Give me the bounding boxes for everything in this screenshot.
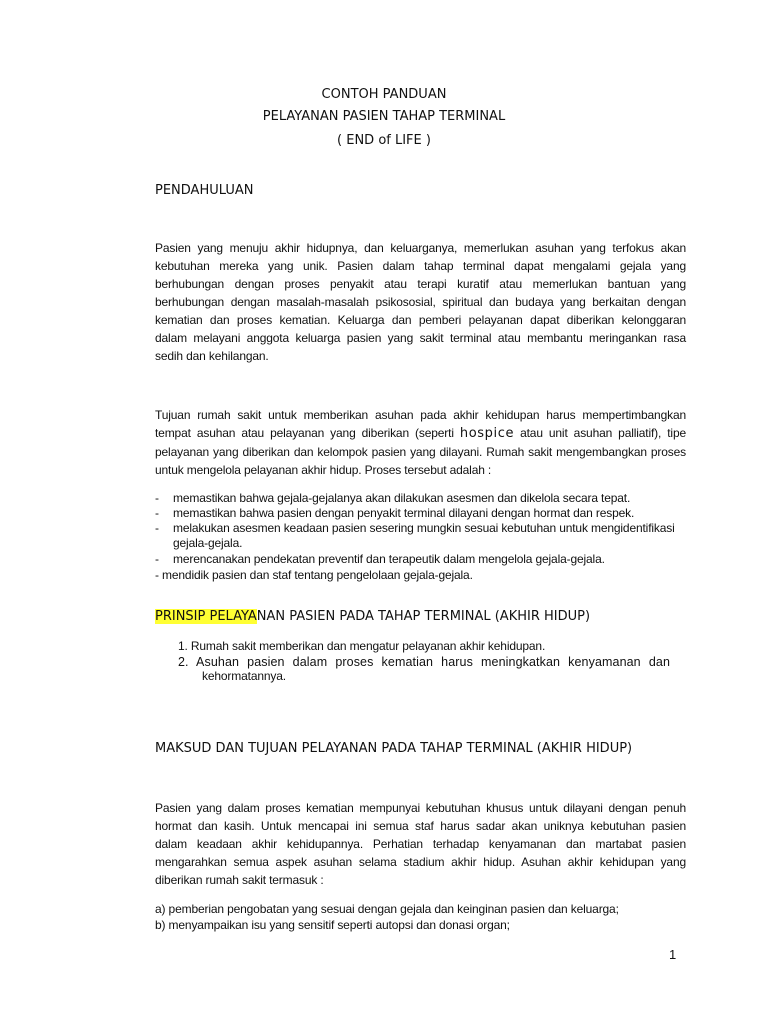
- paragraph-tujuan: [155, 406, 686, 479]
- bullet-dash: -: [155, 552, 159, 566]
- paragraph-line: sedih dan kehilangan.: [155, 349, 269, 363]
- line-text: atau unit asuhan palliatif), tipe: [514, 426, 686, 440]
- paragraph-line: berhubungan dengan masalah-masalah psikososial, spiritual dan budaya yang berkaitan dengan: [155, 295, 686, 309]
- bullet-item: - mendidik pasien dan staf tentang pengelolaan gejala-gejala.: [155, 568, 473, 582]
- paragraph-line: untuk mengelola pelayanan akhir hidup. Proses tersebut adalah :: [155, 463, 492, 477]
- bullet-item: [155, 521, 675, 536]
- bullet-text: memastikan bahwa pasien dengan penyakit terminal dilayani dengan hormat dan respek.: [173, 506, 635, 520]
- bullet-text: merencanakan pendekatan preventif dan terapeutik dalam mengelola gejala-gejala.: [173, 552, 605, 566]
- heading-maksud-tujuan: MAKSUD DAN TUJUAN PELAYANAN PADA TAHAP TERMINAL (AKHIR HIDUP): [155, 741, 633, 756]
- paragraph-line: mengarahkan semua aspek asuhan selama stadium akhir hidup. Asuhan akhir kehidupan yang: [155, 855, 686, 869]
- paragraph-line: berhubungan dengan proses penyakit atau terapi kuratif atau memerlukan bantuan yang: [155, 277, 686, 291]
- title-line-2: PELAYANAN PASIEN TAHAP TERMINAL: [262, 109, 506, 124]
- title-line-3: ( END of LIFE ): [337, 133, 431, 148]
- heading-text: NAN PASIEN PADA TAHAP TERMINAL (AKHIR HIDUP): [256, 609, 591, 624]
- paragraph-line: dalam keadaan akhir kehidupannya. Perhatian terhadap kenyamanan dan martabat pasien: [155, 837, 686, 851]
- paragraph-line: kematian dan proses kematian. Keluarga dan pemberi pelayanan dapat diberikan kelonggaran: [155, 313, 686, 327]
- bullet-item: [155, 506, 634, 521]
- title-line-1: CONTOH PANDUAN: [321, 87, 447, 102]
- bullet-item: [155, 552, 605, 567]
- bullet-continuation: gejala-gejala.: [173, 536, 243, 550]
- highlighted-text: PRINSIP PELAYA: [155, 609, 257, 624]
- heading-pendahuluan: PENDAHULUAN: [155, 183, 254, 198]
- paragraph-line: pelayanan yang diberikan dan kelompok pasien yang dilayani. Rumah sakit mengembangkan proses: [155, 445, 686, 459]
- paragraph-line: dalam melayani anggota keluarga pasien yang sakit terminal atau membantu meringankan rasa: [155, 331, 686, 345]
- numbered-item-1: 1. Rumah sakit memberikan dan mengatur pelayanan akhir kehidupan.: [178, 639, 546, 653]
- bullet-text: memastikan bahwa gejala-gejalanya akan dilakukan asesmen dan dikelola secara tepat.: [173, 491, 631, 505]
- bullet-dash: -: [155, 521, 159, 535]
- paragraph-line: kebutuhan mereka yang unik. Pasien dalam tahap terminal dapat mengalami gejala yang: [155, 259, 686, 273]
- paragraph-line: Tujuan rumah sakit untuk memberikan asuhan pada akhir kehidupan harus mempertimbangkan: [155, 408, 686, 422]
- paragraph-maksud: [155, 799, 686, 889]
- hospice-term: hospice: [459, 426, 515, 441]
- paragraph-line: diberikan rumah sakit termasuk :: [155, 873, 324, 887]
- paragraph-line: [155, 424, 686, 443]
- paragraph-intro: [155, 239, 686, 365]
- item-text: Asuhan pasien dalam proses kematian harus meningkatkan kenyamanan dan: [196, 655, 670, 669]
- heading-prinsip: [155, 609, 590, 625]
- paragraph-line: hormat dan kasih. Untuk mencapai ini semua staf harus sadar akan uniknya kebutuhan pasien: [155, 819, 686, 833]
- bullet-dash: -: [155, 491, 159, 505]
- numbered-item-2-continuation: kehormatannya.: [202, 669, 286, 683]
- line-text: tempat asuhan atau pelayanan yang diberikan (seperti: [155, 426, 460, 440]
- bullet-text: melakukan asesmen keadaan pasien sesering mungkin sesuai kebutuhan untuk mengidentifikasi: [173, 521, 675, 535]
- paragraph-line: Pasien yang dalam proses kematian mempunyai kebutuhan khusus untuk dilayani dengan penuh: [155, 801, 686, 815]
- page-number: 1: [669, 947, 677, 962]
- list-item-a: a) pemberian pengobatan yang sesuai dengan gejala dan keinginan pasien dan keluarga;: [155, 902, 619, 916]
- paragraph-line: Pasien yang menuju akhir hidupnya, dan keluarganya, memerlukan asuhan yang terfokus akan: [155, 241, 686, 255]
- numbered-item-2: [178, 655, 670, 670]
- list-item-b: b) menyampaikan isu yang sensitif seperti autopsi dan donasi organ;: [155, 918, 510, 932]
- bullet-dash: -: [155, 506, 159, 520]
- item-number: 2.: [178, 655, 189, 669]
- bullet-item: [155, 491, 630, 506]
